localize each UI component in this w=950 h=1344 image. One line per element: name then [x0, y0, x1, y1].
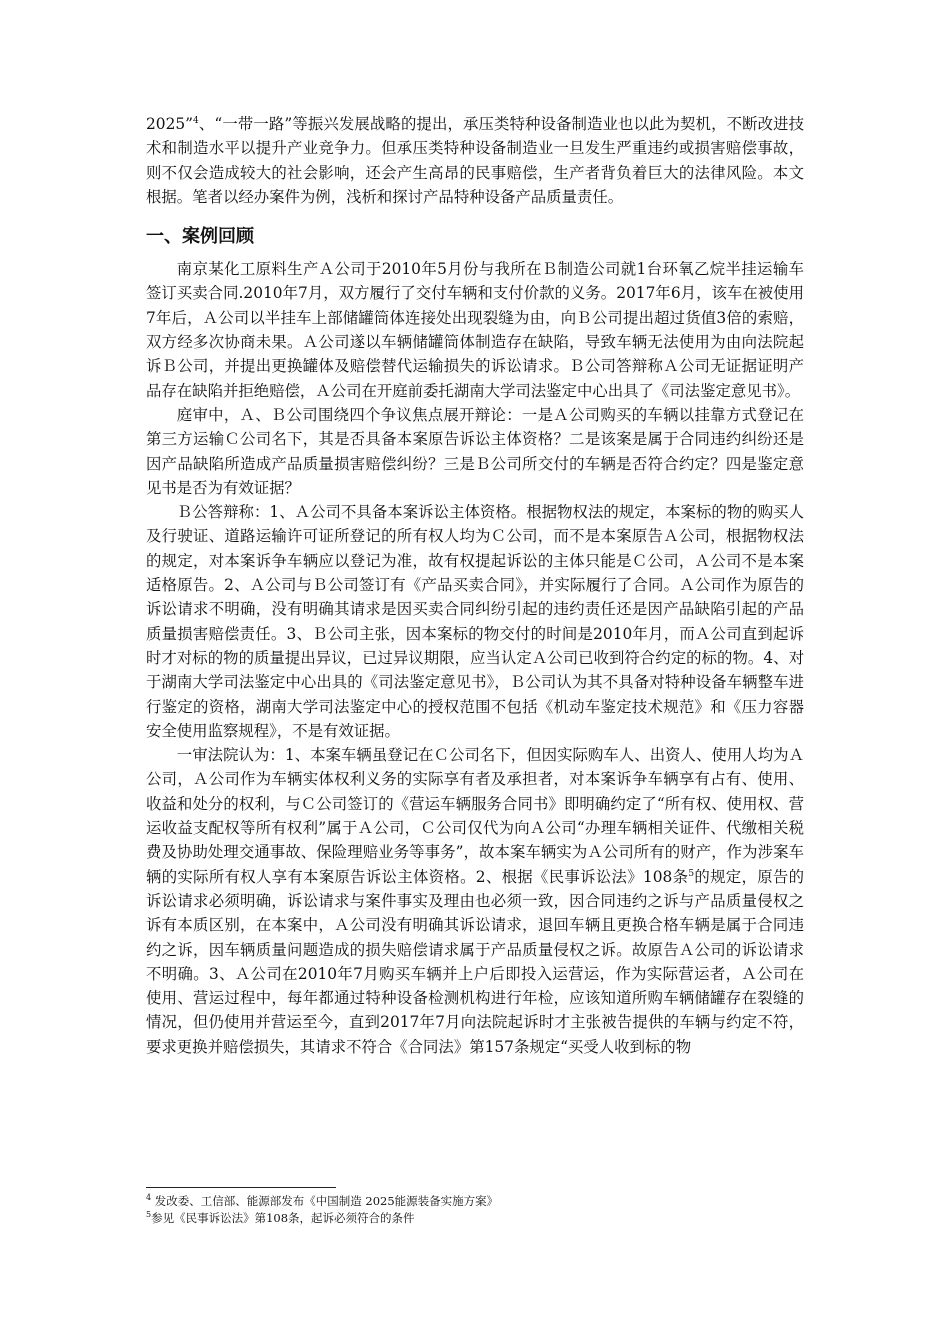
intro-text-start: 2025”: [146, 115, 194, 133]
section-heading: 一、案例回顾: [146, 226, 254, 248]
footnote-number: 5: [146, 1210, 152, 1220]
case-paragraph-4-start: 一审法院认为：1、本案车辆虽登记在Ｃ公司名下，但因实际购车人、出资人、使用人均为Ａ公司，Ａ公司作为车辆实体权利义务的实际享有者及承担者，对本案诉争车辆享有占有、使用、收益和处分的权利，与Ｃ公司签订的《营运车辆服务合同书》即明确约定了“所有权、使用权、营运收益支配权等所有权利”属于Ａ公司，Ｃ公司仅代为向Ａ公司“办理车辆相关证件、代缴相关税费及协助处理交通事故、保险理赔业务等事务”，故本案车辆实为Ａ公司所有的财产，作为涉案车辆的实际所有权人享有本案原告诉讼主体资格。2、根据《民事诉讼法》108条: [146, 746, 804, 886]
footnote-4: [146, 1193, 804, 1210]
case-paragraph-3: Ｂ公答辩称：1、Ａ公司不具备本案诉讼主体资格。根据物权法的规定，本案标的物的购买人及行驶证、道路运输许可证所登记的所有权人均为Ｃ公司，而不是本案原告Ａ公司，根据物权法的规定，对本案诉争车辆应以登记为准，故有权提起诉讼的主体只能是Ｃ公司，Ａ公司不是本案适格原告。2、Ａ公司与Ｂ公司签订有《产品买卖合同》，并实际履行了合同。Ａ公司作为原告的诉讼请求不明确，没有明确其请求是因买卖合同纠纷引起的违约责任还是因产品缺陷引起的产品质量损害赔偿责任。3、Ｂ公司主张，因本案标的物交付的时间是2010年月，而Ａ公司直到起诉时才对标的物的质量提出异议，已过异议期限，应当认定Ａ公司已收到符合约定的标的物。4、对于湖南大学司法鉴定中心出具的《司法鉴定意见书》，Ｂ公司认为其不具备对特种设备车辆整车进行鉴定的资格，湖南大学司法鉴定中心的授权范围不包括《机动车鉴定技术规范》和《压力容器安全使用监察规程》，不是有效证据。: [146, 503, 804, 740]
footnote-5: [146, 1210, 804, 1227]
case-paragraph-1: 南京某化工原料生产Ａ公司于2010年5月份与我所在Ｂ制造公司就1台环氧乙烷半挂运输车签订买卖合同.2010年7月，双方履行了交付车辆和支付价款的义务。2017年6月，该车在被使用7年后，Ａ公司以半挂车上部储罐筒体连接处出现裂缝为由，向Ｂ公司提出超过货值3倍的索赔，双方经多次协商未果。Ａ公司遂以车辆储罐筒体制造存在缺陷，导致车辆无法使用为由向法院起诉Ｂ公司，并提出更换罐体及赔偿替代运输损失的诉讼请求。Ｂ公司答辩称Ａ公司无证据证明产品存在缺陷并拒绝赔偿，Ａ公司在开庭前委托湖南大学司法鉴定中心出具了《司法鉴定意见书》。: [146, 260, 804, 400]
document-body: [146, 112, 804, 1059]
footnotes: [146, 1193, 804, 1227]
footnote-text: 发改委、工信部、能源部发布《中国制造 2025能源装备实施方案》: [154, 1194, 499, 1208]
footnote-divider: [146, 1187, 336, 1188]
case-paragraph-4-end: 的规定，原告的诉讼请求必须明确，诉讼请求与案件事实及理由也必须一致，因合同违约之诉与产品质量侵权之诉有本质区别，在本案中，Ａ公司没有明确其诉讼请求，退回车辆且更换合格车辆是属于合同违约之诉，因车辆质量问题造成的损失赔偿请求属于产品质量侵权之诉。故原告Ａ公司的诉讼请求不明确。3、Ａ公司在2010年7月购买车辆并上户后即投入运营运，作为实际营运者，Ａ公司在使用、营运过程中，每年都通过特种设备检测机构进行年检，应该知道所购车辆储罐存在裂缝的情况，但仍使用并营运至今，直到2017年7月向法院起诉时才主张被告提供的车辆与约定不符，要求更换并赔偿损失，其请求不符合《合同法》第157条规定“买受人收到标的物: [146, 867, 804, 1056]
footnote-text: 参见《民事诉讼法》第108条，起诉必须符合的条件: [151, 1211, 415, 1225]
case-paragraph-2: 庭审中，Ａ、Ｂ公司围绕四个争议焦点展开辩论：一是Ａ公司购买的车辆以挂靠方式登记在第三方运输Ｃ公司名下，其是否具备本案原告诉讼主体资格？二是该案是属于合同违约纠纷还是因产品缺陷所造成产品质量损害赔偿纠纷？三是Ｂ公司所交付的车辆是否符合约定？四是鉴定意见书是否为有效证据？: [146, 405, 804, 497]
footnote-number: 4: [146, 1193, 152, 1203]
footnote-ref-5[interactable]: 5: [688, 868, 695, 879]
intro-text-end: 、“一带一路”等振兴发展战略的提出，承压类特种设备制造业也以此为契机，不断改进技术和制造水平以提升产业竞争力。但承压类特种设备制造业一旦发生严重违约或损害赔偿事故，则不仅会造成较大的社会影响，还会产生高昂的民事赔偿，生产者背负着巨大的法律风险。本文根据。笔者以经办案件为例，浅析和探讨产品特种设备产品质量责任。: [146, 115, 804, 206]
footnote-ref-4[interactable]: 4: [193, 115, 199, 126]
intro-paragraph: [146, 112, 804, 209]
case-paragraph-4: [146, 743, 804, 1059]
